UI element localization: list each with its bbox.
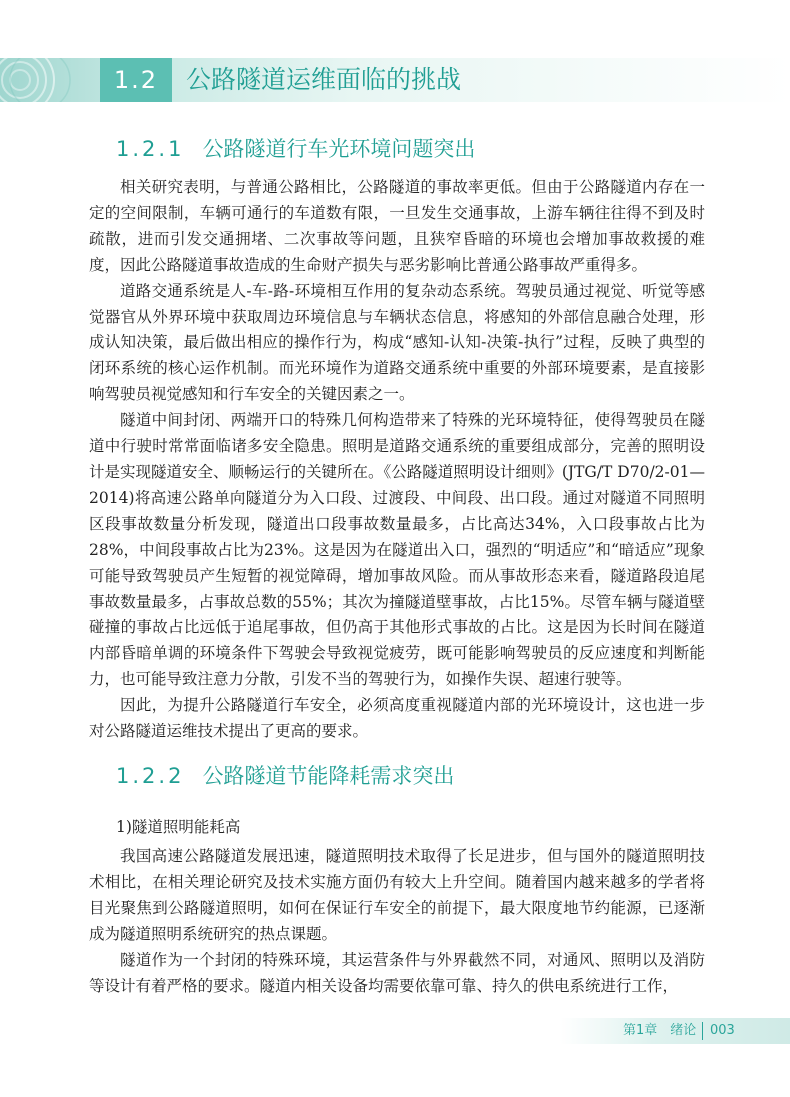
paragraph: 因此，为提升公路隧道行车安全，必须高度重视隧道内部的光环境设计，这也进一步对公路隧道运维技术提出了更高的要求。 [89, 696, 705, 741]
subsection-title-1: 公路隧道行车光环境问题突出 [202, 137, 476, 161]
paragraph: 隧道中间封闭、两端开口的特殊几何构造带来了特殊的光环境特征，使得驾驶员在隧道中行驶时常常面临诸多安全隐患。照明是道路交通系统的重要组成部分，完善的照明设计是实现隧道安全、顺畅运行的关键所在。《公路隧道照明设计细则》(JTG/T D70/2-01—2014)将高速公路单向隧道分为入口段、过渡段、中间段、出口段。通过对隧道不同照明区段事故数量分析发现，隧道出口段事故数量最多，占比高达34%，入口段事故占比为28%，中间段事故占比为23%。这是因为在隧道出入口，强烈的“明适应”和“暗适应”现象可能导致驾驶员产生短暂的视觉障碍，增加事故风险。而从事故形态来看，隧道路段追尾事故数量最多，占事故总数的55%；其次为撞隧道壁事故，占比15%。尽管车辆与隧道壁碰撞的事故占比远低于追尾事故，但仍高于其他形式事故的占比。这是因为长时间在隧道内部昏暗单调的环境条件下驾驶会导致视觉疲劳，既可能影响驾驶员的反应速度和判断能力，也可能导致注意力分散，引发不当的驾驶行为，如操作失误、超速行驶等。 [89, 411, 705, 689]
subsection-number-2: 1.2.2 [116, 764, 185, 788]
list-item-heading: 1)隧道照明能耗高 [116, 818, 241, 836]
paragraph: 道路交通系统是人-车-路-环境相互作用的复杂动态系统。驾驶员通过视觉、听觉等感觉器官从外界环境中获取周边环境信息与车辆状态信息，将感知的外部信息融合处理，形成认知决策，最后做出相应的操作行为，构成“感知-认知-决策-执行”过程，反映了典型的闭环系统的核心运作机制。而光环境作为道路交通系统中重要的外部环境要素，是直接影响驾驶员视觉感知和行车安全的关键因素之一。 [89, 281, 705, 404]
subsection-2-body [89, 844, 705, 999]
subsection-title-2: 公路隧道节能降耗需求突出 [202, 764, 455, 788]
paragraph: 我国高速公路隧道发展迅速，隧道照明技术取得了长足进步，但与国外的隧道照明技术相比，在相关理论研究及技术实施方面仍有较大上升空间。随着国内越来越多的学者将目光聚焦到公路隧道照明，如何在保证行车安全的前提下，最大限度地节约能源，已逐渐成为隧道照明系统研究的热点课题。 [89, 847, 705, 943]
footer-separator [702, 1022, 703, 1040]
page-number: 003 [710, 1023, 735, 1038]
section-number: 1.2 [100, 58, 172, 102]
footer-chapter: 第1章 绪论 [623, 1023, 697, 1038]
subsection-heading-1 [116, 133, 475, 163]
paragraph: 隧道作为一个封闭的特殊环境，其运营条件与外界截然不同，对通风、照明以及消防等设计有着严格的要求。隧道内相关设备均需要依靠可靠、持久的供电系统进行工作， [89, 950, 705, 995]
subsection-heading-2 [116, 760, 454, 790]
section-title: 公路隧道运维面临的挑战 [186, 65, 462, 94]
subsection-number-1: 1.2.1 [116, 137, 185, 161]
subsection-1-body [89, 175, 705, 745]
paragraph: 相关研究表明，与普通公路相比，公路隧道的事故率更低。但由于公路隧道内存在一定的空间限制，车辆可通行的车道数有限，一旦发生交通事故，上游车辆往往得不到及时疏散，进而引发交通拥堵、二次事故等问题，且狭窄昏暗的环境也会增加事故救援的难度，因此公路隧道事故造成的生命财产损失与恶劣影响比普通公路事故严重得多。 [89, 178, 705, 274]
